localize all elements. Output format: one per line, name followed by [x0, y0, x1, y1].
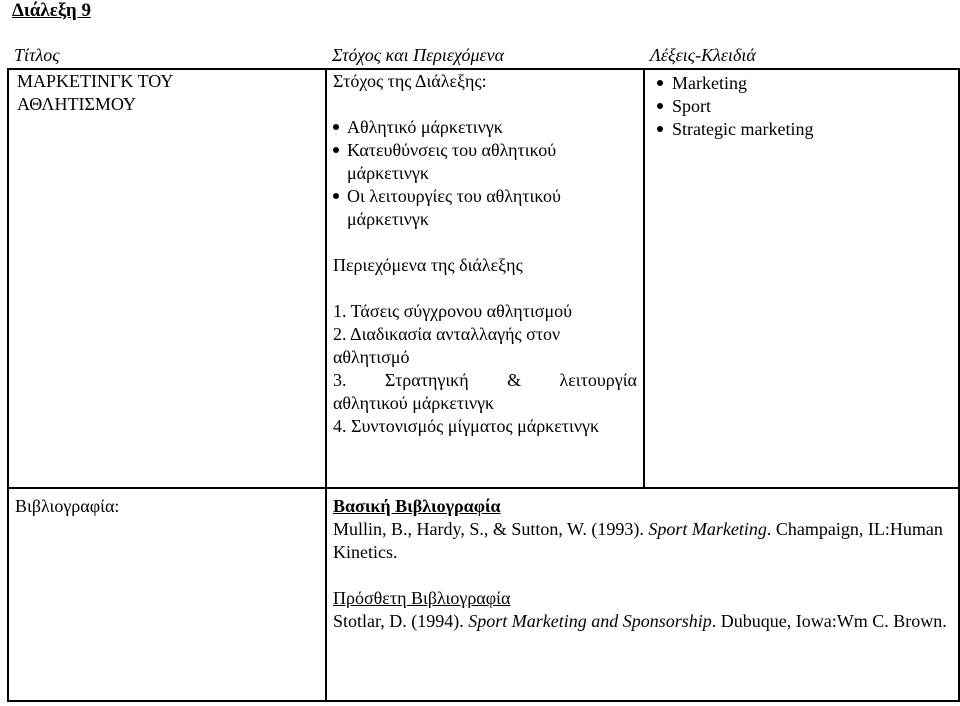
- column-header-title: Τίτλος: [14, 45, 60, 65]
- keyword-item: Marketing: [645, 72, 952, 95]
- extra-bibliography-entry: [333, 610, 952, 633]
- citation-authors: Mullin, B., Hardy, S., & Sutton, W. (1993).: [333, 519, 649, 539]
- citation-authors: Stotlar, D. (1994).: [333, 611, 469, 631]
- keyword-item: Sport: [645, 95, 952, 118]
- bibliography-label-cell: [8, 488, 326, 701]
- citation-publisher: . Dubuque, Iowa:Wm C. Brown.: [711, 611, 947, 631]
- list-item: Κατευθύνσεις του αθλητικού μάρκετινγκ: [333, 139, 637, 185]
- goal-content-cell: [326, 69, 644, 488]
- bibliography-label: Βιβλιογραφία:: [15, 496, 120, 516]
- lecture-name-cell: [8, 69, 326, 488]
- list-item: Οι λειτουργίες του αθλητικού μάρκετινγκ: [333, 185, 637, 231]
- contents-heading: Περιεχόμενα της διάλεξης: [333, 255, 523, 275]
- list-item: 2. Διαδικασία ανταλλαγής στον αθλητισμό: [333, 324, 561, 367]
- keyword-item: Strategic marketing: [645, 118, 952, 141]
- lecture-table: [7, 43, 960, 702]
- list-item: Αθλητικό μάρκετινγκ: [333, 116, 637, 139]
- keywords-cell: [644, 69, 959, 488]
- keywords-list: [645, 72, 952, 141]
- citation-title: Sport Marketing: [648, 519, 767, 539]
- column-header-keywords: Λέξεις-Κλειδιά: [650, 45, 756, 65]
- extra-bibliography-heading: Πρόσθετη Βιβλιογραφία: [333, 588, 511, 608]
- column-header-goal-content: Στόχος και Περιεχόμενα: [332, 45, 505, 65]
- basic-bibliography-heading: Βασική Βιβλιογραφία: [333, 496, 501, 516]
- citation-title: Sport Marketing and Sponsorship: [468, 611, 712, 631]
- bibliography-cell: [326, 488, 959, 701]
- goal-heading: Στόχος της Διάλεξης:: [333, 71, 487, 91]
- list-item: 4. Συντονισμός μίγματος μάρκετινγκ: [333, 416, 600, 436]
- lecture-name: ΜΑΡΚΕΤΙΝΓΚ ΤΟΥ ΑΘΛΗΤΙΣΜΟΥ: [17, 71, 173, 114]
- contents-list: [333, 300, 637, 438]
- goal-list: [333, 116, 637, 231]
- list-item: αθλητικού μάρκετινγκ: [333, 393, 495, 413]
- list-item: 1. Τάσεις σύγχρονου αθλητισμού: [333, 301, 573, 321]
- lecture-heading: Διάλεξη 9: [12, 0, 91, 21]
- header-row: [8, 43, 959, 69]
- list-item: 3. Στρατηγική & λειτουργία: [333, 370, 637, 390]
- basic-bibliography-entry: [333, 518, 952, 564]
- content-row: [8, 69, 959, 488]
- bibliography-row: [8, 488, 959, 701]
- citation-publisher: . Champaign, IL:Human Kinetics.: [333, 519, 943, 562]
